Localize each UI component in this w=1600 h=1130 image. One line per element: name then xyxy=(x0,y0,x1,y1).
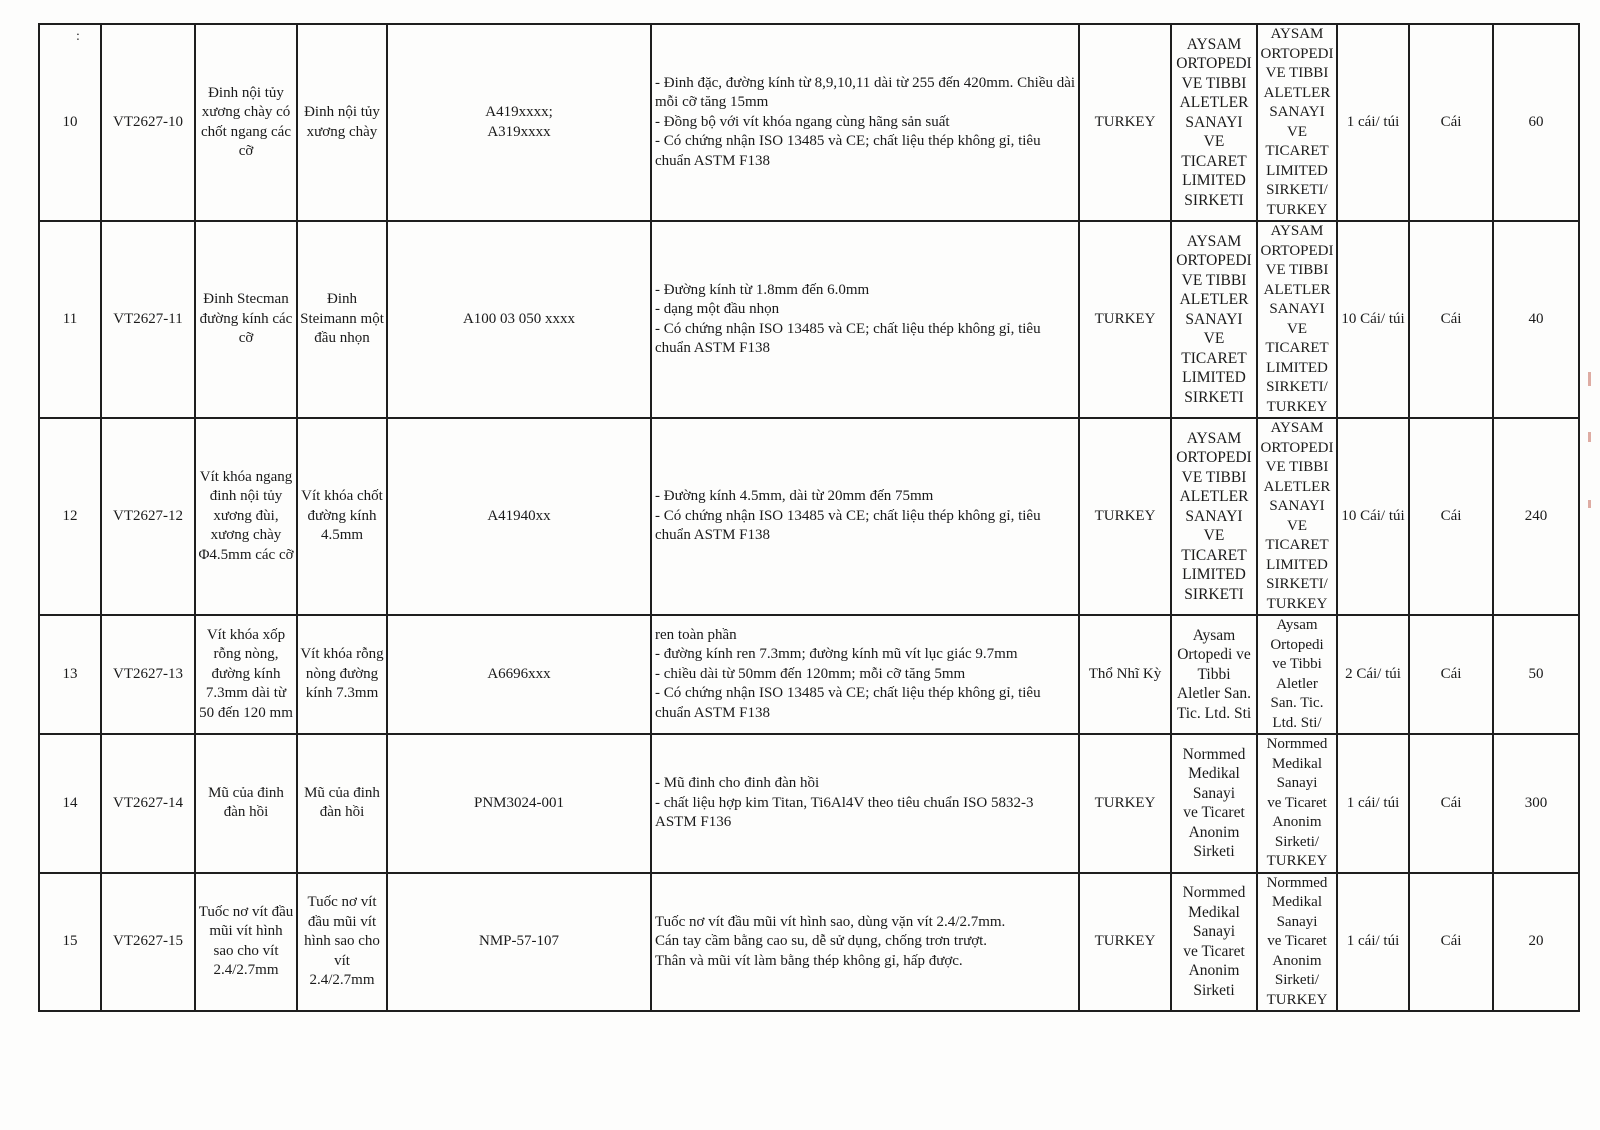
edge-stamp-mark xyxy=(1588,432,1591,442)
item-category: Vít khóa chốt đường kính 4.5mm xyxy=(297,418,387,615)
item-owner: AYSAM ORTOPEDI VE TIBBI ALETLER SANAYI VE TICARET LIMITED SIRKETI/ TURKEY xyxy=(1257,24,1337,221)
table-body xyxy=(39,24,1579,1011)
corner-mark: : xyxy=(76,29,80,44)
item-unit: Cái xyxy=(1409,615,1493,734)
item-unit: Cái xyxy=(1409,418,1493,615)
item-model: A6696xxx xyxy=(387,615,651,734)
item-category: Tuốc nơ vít đầu mũi vít hình sao cho vít 2.4/2.7mm xyxy=(297,873,387,1012)
item-description: ren toàn phần - đường kính ren 7.3mm; đường kính mũ vít lục giác 9.7mm - chiều dài từ 50mm đến 120mm; mỗi cỡ tăng 5mm - Có chứng nhận ISO 13485 và CE; chất liệu thép không gỉ, tiêu chuẩn ASTM F138 xyxy=(651,615,1079,734)
item-name: Mũ của đinh đàn hồi xyxy=(195,734,297,873)
item-name: Đinh nội tủy xương chày có chốt ngang các cỡ xyxy=(195,24,297,221)
item-origin: TURKEY xyxy=(1079,24,1171,221)
item-name: Vít khóa xốp rỗng nòng, đường kính 7.3mm dài từ 50 đến 120 mm xyxy=(195,615,297,734)
item-description: Tuốc nơ vít đầu mũi vít hình sao, dùng vặn vít 2.4/2.7mm. Cán tay cầm bằng cao su, dễ sử dụng, chống trơn trượt. Thân và mũi vít làm bằng thép không gỉ, hấp được. xyxy=(651,873,1079,1012)
item-model: A41940xx xyxy=(387,418,651,615)
item-category: Mũ của đinh đàn hồi xyxy=(297,734,387,873)
row-number: 11 xyxy=(39,221,101,418)
item-quantity: 40 xyxy=(1493,221,1579,418)
row-number: 15 xyxy=(39,873,101,1012)
item-description: - Đường kính 4.5mm, dài từ 20mm đến 75mm - Có chứng nhận ISO 13485 và CE; chất liệu thép không gỉ, tiêu chuẩn ASTM F138 xyxy=(651,418,1079,615)
item-unit: Cái xyxy=(1409,24,1493,221)
item-code: VT2627-15 xyxy=(101,873,195,1012)
row-number: 14 xyxy=(39,734,101,873)
item-packing: 10 Cái/ túi xyxy=(1337,221,1409,418)
item-code: VT2627-13 xyxy=(101,615,195,734)
item-quantity: 20 xyxy=(1493,873,1579,1012)
item-category: Vít khóa rỗng nòng đường kính 7.3mm xyxy=(297,615,387,734)
item-manufacturer: Normmed Medikal Sanayi ve Ticaret Anonim Sirketi xyxy=(1171,873,1257,1012)
item-category: Đinh nội tủy xương chày xyxy=(297,24,387,221)
item-unit: Cái xyxy=(1409,873,1493,1012)
item-origin: TURKEY xyxy=(1079,734,1171,873)
product-spec-table xyxy=(38,23,1580,1012)
item-quantity: 60 xyxy=(1493,24,1579,221)
item-unit: Cái xyxy=(1409,221,1493,418)
item-owner: Aysam Ortopedi ve Tibbi Aletler San. Tic. Ltd. Sti/ xyxy=(1257,615,1337,734)
item-code: VT2627-11 xyxy=(101,221,195,418)
item-code: VT2627-14 xyxy=(101,734,195,873)
item-code: VT2627-10 xyxy=(101,24,195,221)
row-number: 13 xyxy=(39,615,101,734)
row-number: 10 xyxy=(39,24,101,221)
item-manufacturer: AYSAM ORTOPEDI VE TIBBI ALETLER SANAYI VE TICARET LIMITED SIRKETI xyxy=(1171,24,1257,221)
row-number: 12 xyxy=(39,418,101,615)
table-row xyxy=(39,24,1579,221)
item-packing: 2 Cái/ túi xyxy=(1337,615,1409,734)
item-quantity: 240 xyxy=(1493,418,1579,615)
item-description: - Mũ đinh cho đinh đàn hồi - chất liệu hợp kim Titan, Ti6Al4V theo tiêu chuẩn ISO 5832-3 ASTM F136 xyxy=(651,734,1079,873)
item-model: A100 03 050 xxxx xyxy=(387,221,651,418)
item-model: PNM3024-001 xyxy=(387,734,651,873)
item-origin: TURKEY xyxy=(1079,873,1171,1012)
item-name: Đinh Stecman đường kính các cỡ xyxy=(195,221,297,418)
item-owner: AYSAM ORTOPEDI VE TIBBI ALETLER SANAYI VE TICARET LIMITED SIRKETI/ TURKEY xyxy=(1257,221,1337,418)
item-owner: Normmed Medikal Sanayi ve Ticaret Anonim Sirketi/ TURKEY xyxy=(1257,873,1337,1012)
item-owner: AYSAM ORTOPEDI VE TIBBI ALETLER SANAYI VE TICARET LIMITED SIRKETI/ TURKEY xyxy=(1257,418,1337,615)
item-manufacturer: AYSAM ORTOPEDI VE TIBBI ALETLER SANAYI VE TICARET LIMITED SIRKETI xyxy=(1171,418,1257,615)
item-manufacturer: Aysam Ortopedi ve Tibbi Aletler San. Tic. Ltd. Sti xyxy=(1171,615,1257,734)
item-quantity: 50 xyxy=(1493,615,1579,734)
item-quantity: 300 xyxy=(1493,734,1579,873)
table-row xyxy=(39,734,1579,873)
item-description: - Đinh đặc, đường kính từ 8,9,10,11 dài từ 255 đến 420mm. Chiều dài mỗi cỡ tăng 15mm - Đồng bộ với vít khóa ngang cùng hãng sản suất - Có chứng nhận ISO 13485 và CE; chất liệu thép không gỉ, tiêu chuẩn ASTM F138 xyxy=(651,24,1079,221)
item-owner: Normmed Medikal Sanayi ve Ticaret Anonim Sirketi/ TURKEY xyxy=(1257,734,1337,873)
item-manufacturer: AYSAM ORTOPEDI VE TIBBI ALETLER SANAYI VE TICARET LIMITED SIRKETI xyxy=(1171,221,1257,418)
item-origin: TURKEY xyxy=(1079,418,1171,615)
item-origin: Thổ Nhĩ Kỳ xyxy=(1079,615,1171,734)
edge-stamp-mark xyxy=(1588,500,1591,508)
item-packing: 10 Cái/ túi xyxy=(1337,418,1409,615)
table-row xyxy=(39,615,1579,734)
table-row xyxy=(39,221,1579,418)
item-category: Đinh Steimann một đầu nhọn xyxy=(297,221,387,418)
item-name: Tuốc nơ vít đầu mũi vít hình sao cho vít 2.4/2.7mm xyxy=(195,873,297,1012)
item-model: NMP-57-107 xyxy=(387,873,651,1012)
item-name: Vít khóa ngang đinh nội tủy xương đùi, xương chày Φ4.5mm các cỡ xyxy=(195,418,297,615)
table-row xyxy=(39,873,1579,1012)
item-packing: 1 cái/ túi xyxy=(1337,873,1409,1012)
item-manufacturer: Normmed Medikal Sanayi ve Ticaret Anonim Sirketi xyxy=(1171,734,1257,873)
item-packing: 1 cái/ túi xyxy=(1337,734,1409,873)
item-description: - Đường kính từ 1.8mm đến 6.0mm - dạng một đầu nhọn - Có chứng nhận ISO 13485 và CE; chất liệu thép không gỉ, tiêu chuẩn ASTM F138 xyxy=(651,221,1079,418)
edge-stamp-mark xyxy=(1588,372,1591,386)
item-packing: 1 cái/ túi xyxy=(1337,24,1409,221)
table-row xyxy=(39,418,1579,615)
item-origin: TURKEY xyxy=(1079,221,1171,418)
item-code: VT2627-12 xyxy=(101,418,195,615)
item-unit: Cái xyxy=(1409,734,1493,873)
item-model: A419xxxx; A319xxxx xyxy=(387,24,651,221)
